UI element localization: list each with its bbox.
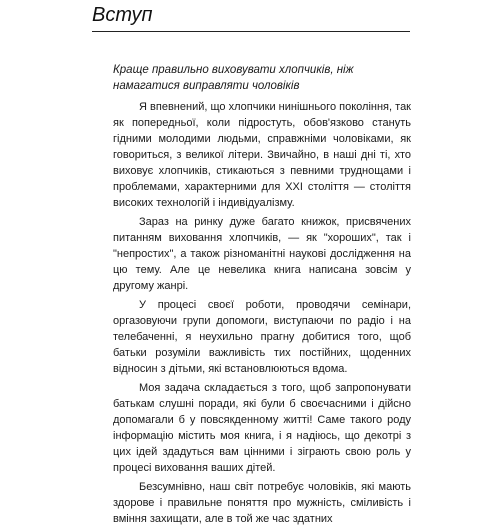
title-underline	[92, 31, 410, 32]
body-text	[113, 99, 411, 530]
paragraph: Безсумнівно, наш світ потребує чоловіків, які мають здорове і правильне поняття про мужність, сміливість і вміння захищати, але в той же час здатних	[113, 481, 411, 525]
paragraph: У процесі своєї роботи, проводячи семінари, оргазовуючи групи допомоги, виступаючи по радіо і на телебаченні, я неухильно прагну добитися того, щоб батьки розуміли важливість тих постійних, щоденних відносин з дітьми, які встановлюються вдома.	[113, 299, 411, 375]
paragraph: Моя задача складається з того, щоб запропонувати батькам слушні поради, які були б своєчасними і дійсно допомагали б у повсякденному житті! Саме такого роду інформацію містить моя книга, і я надіюсь, що декотрі з цих ідей здадуться вам цінними і зіграють свою роль у процесі виховання ваших дітей.	[113, 382, 411, 474]
paragraph: Зараз на ринку дуже багато книжок, присвячених питанням виховання хлопчиків, — як "хороших", так і "непростих", а також різноманітні наукові дослідження на цю тему. Але це невелика книга написана зовсім у другому жанрі.	[113, 216, 411, 292]
paragraph: Я впевнений, що хлопчики нинішнього покоління, так як попередньої, коли підростуть, обов'язково стануть гідними молодими людьми, справжніми чоловіками, як говориться, з великої літери. Звичайно, в наші дні ті, хто виховує хлопчиків, стикаються з певними труднощами і проблемами, характерними для XXI століття — століття високих технологій і індивідуалізму.	[113, 101, 411, 209]
epigraph: Краще правильно виховувати хлопчиків, ніж намагатися виправляти чоловіків	[113, 64, 354, 92]
chapter-title: Вступ	[92, 4, 153, 26]
